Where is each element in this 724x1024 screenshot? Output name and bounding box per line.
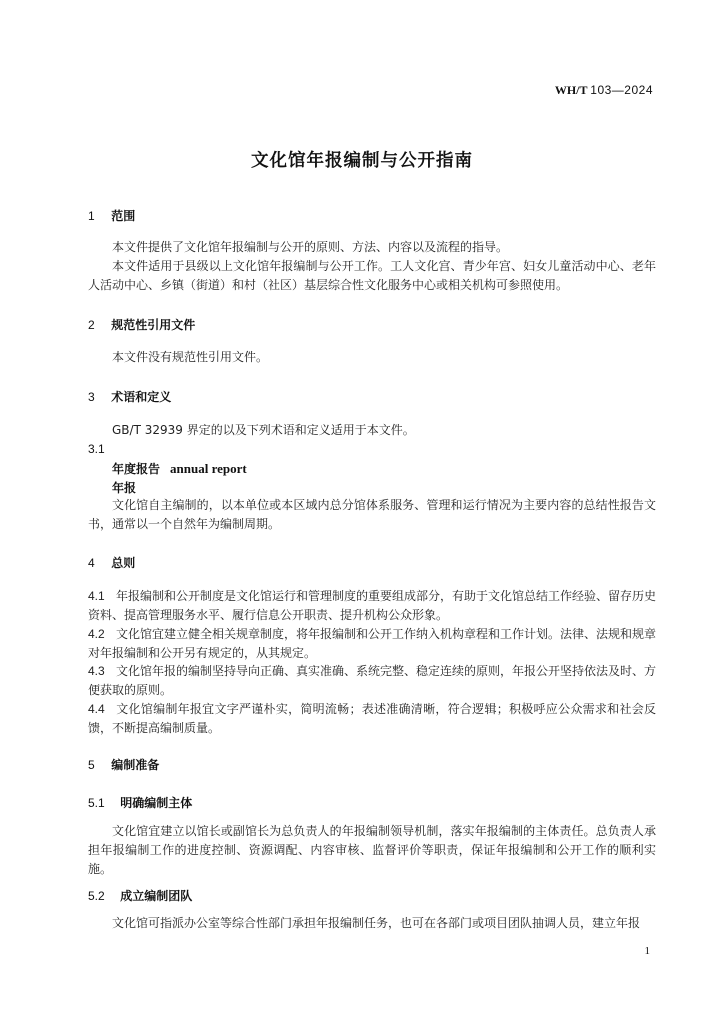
section-number: 1 xyxy=(88,209,95,223)
document-title: 文化馆年报编制与公开指南 xyxy=(251,151,473,171)
clause-4-4 xyxy=(88,700,656,738)
clause-number: 4.2 xyxy=(88,627,105,641)
term-alternative: 年报 xyxy=(112,481,137,495)
section-4-heading xyxy=(88,554,135,571)
term-number: 3.1 xyxy=(88,442,105,456)
section-1-paragraph-2: 本文件适用于县级以上文化馆年报编制与公开工作。工人文化宫、青少年宫、妇女儿童活动中心、老年人活动中心、乡镇（街道）和村（社区）基层综合性文化服务中心或相关机构可参照使用。 xyxy=(88,259,656,292)
section-title: 编制准备 xyxy=(111,758,160,772)
section-2-paragraph-1: 本文件没有规范性引用文件。 xyxy=(112,350,269,364)
clause-4-3 xyxy=(88,662,656,700)
clause-text: 文化馆宜建立健全相关规章制度，将年报编制和公开工作纳入机构章程和工作计划。法律、法规和规章对年报编制和公开另有规定的，从其规定。 xyxy=(88,627,657,660)
subsection-title: 成立编制团队 xyxy=(120,889,193,903)
subsection-number: 5.2 xyxy=(88,889,105,903)
subsection-5-2-paragraph: 文化馆可指派办公室等综合性部门承担年报编制任务，也可在各部门或项目团队抽调人员，建立年报 xyxy=(112,916,641,930)
section-3-heading xyxy=(88,388,171,405)
section-number: 5 xyxy=(88,758,95,772)
section-2-heading xyxy=(88,316,195,333)
subsection-5-2-heading xyxy=(88,887,192,904)
subsection-5-1-heading xyxy=(88,794,192,811)
term-entry xyxy=(112,460,247,477)
clause-text: 文化馆编制年报宜文字严谨朴实，简明流畅；表述准确清晰，符合逻辑；积极呼应公众需求和社会反馈，不断提高编制质量。 xyxy=(88,702,656,735)
clause-number: 4.3 xyxy=(88,664,105,678)
standard-number: 103—2024 xyxy=(590,83,653,97)
subsection-5-1-paragraph: 文化馆宜建立以馆长或副馆长为总负责人的年报编制领导机制，落实年报编制的主体责任。总负责人承担年报编制工作的进度控制、资源调配、内容审核、监督评价等职责，保证年报编制和公开工作的顺利实施。 xyxy=(88,824,656,876)
section-title: 术语和定义 xyxy=(111,390,172,404)
standard-code xyxy=(555,83,653,98)
clause-4-1 xyxy=(88,587,656,625)
term-chinese: 年度报告 xyxy=(112,462,161,476)
term-english: annual report xyxy=(170,461,247,476)
section-1-heading xyxy=(88,207,135,224)
standard-prefix: WH/T xyxy=(554,83,588,97)
subsection-title: 明确编制主体 xyxy=(120,796,193,810)
subsection-number: 5.1 xyxy=(88,796,105,810)
section-number: 3 xyxy=(88,390,95,404)
clause-number: 4.4 xyxy=(88,702,105,716)
section-5-heading xyxy=(88,756,159,773)
clause-text: 文化馆年报的编制坚持导向正确、真实准确、系统完整、稳定连续的原则，年报公开坚持依法及时、方便获取的原则。 xyxy=(88,664,657,697)
section-title: 范围 xyxy=(111,209,136,223)
section-title: 总则 xyxy=(111,556,136,570)
clause-4-2 xyxy=(88,625,656,663)
section-title: 规范性引用文件 xyxy=(111,318,196,332)
clause-text: 年报编制和公开制度是文化馆运行和管理制度的重要组成部分，有助于文化馆总结工作经验、留存历史资料、提高管理服务水平、履行信息公开职责、提升机构公众形象。 xyxy=(88,589,657,622)
term-definition: 文化馆自主编制的，以本单位或本区域内总分馆体系服务、管理和运行情况为主要内容的总结性报告文书，通常以一个自然年为编制周期。 xyxy=(88,498,656,531)
section-3-paragraph-1: GB/T 32939 界定的以及下列术语和定义适用于本文件。 xyxy=(112,423,415,437)
section-1-paragraph-1: 本文件提供了文化馆年报编制与公开的原则、方法、内容以及流程的指导。 xyxy=(112,240,509,254)
section-number: 4 xyxy=(88,556,95,570)
page-number: 1 xyxy=(644,945,650,957)
clause-number: 4.1 xyxy=(88,589,105,603)
section-number: 2 xyxy=(88,318,95,332)
